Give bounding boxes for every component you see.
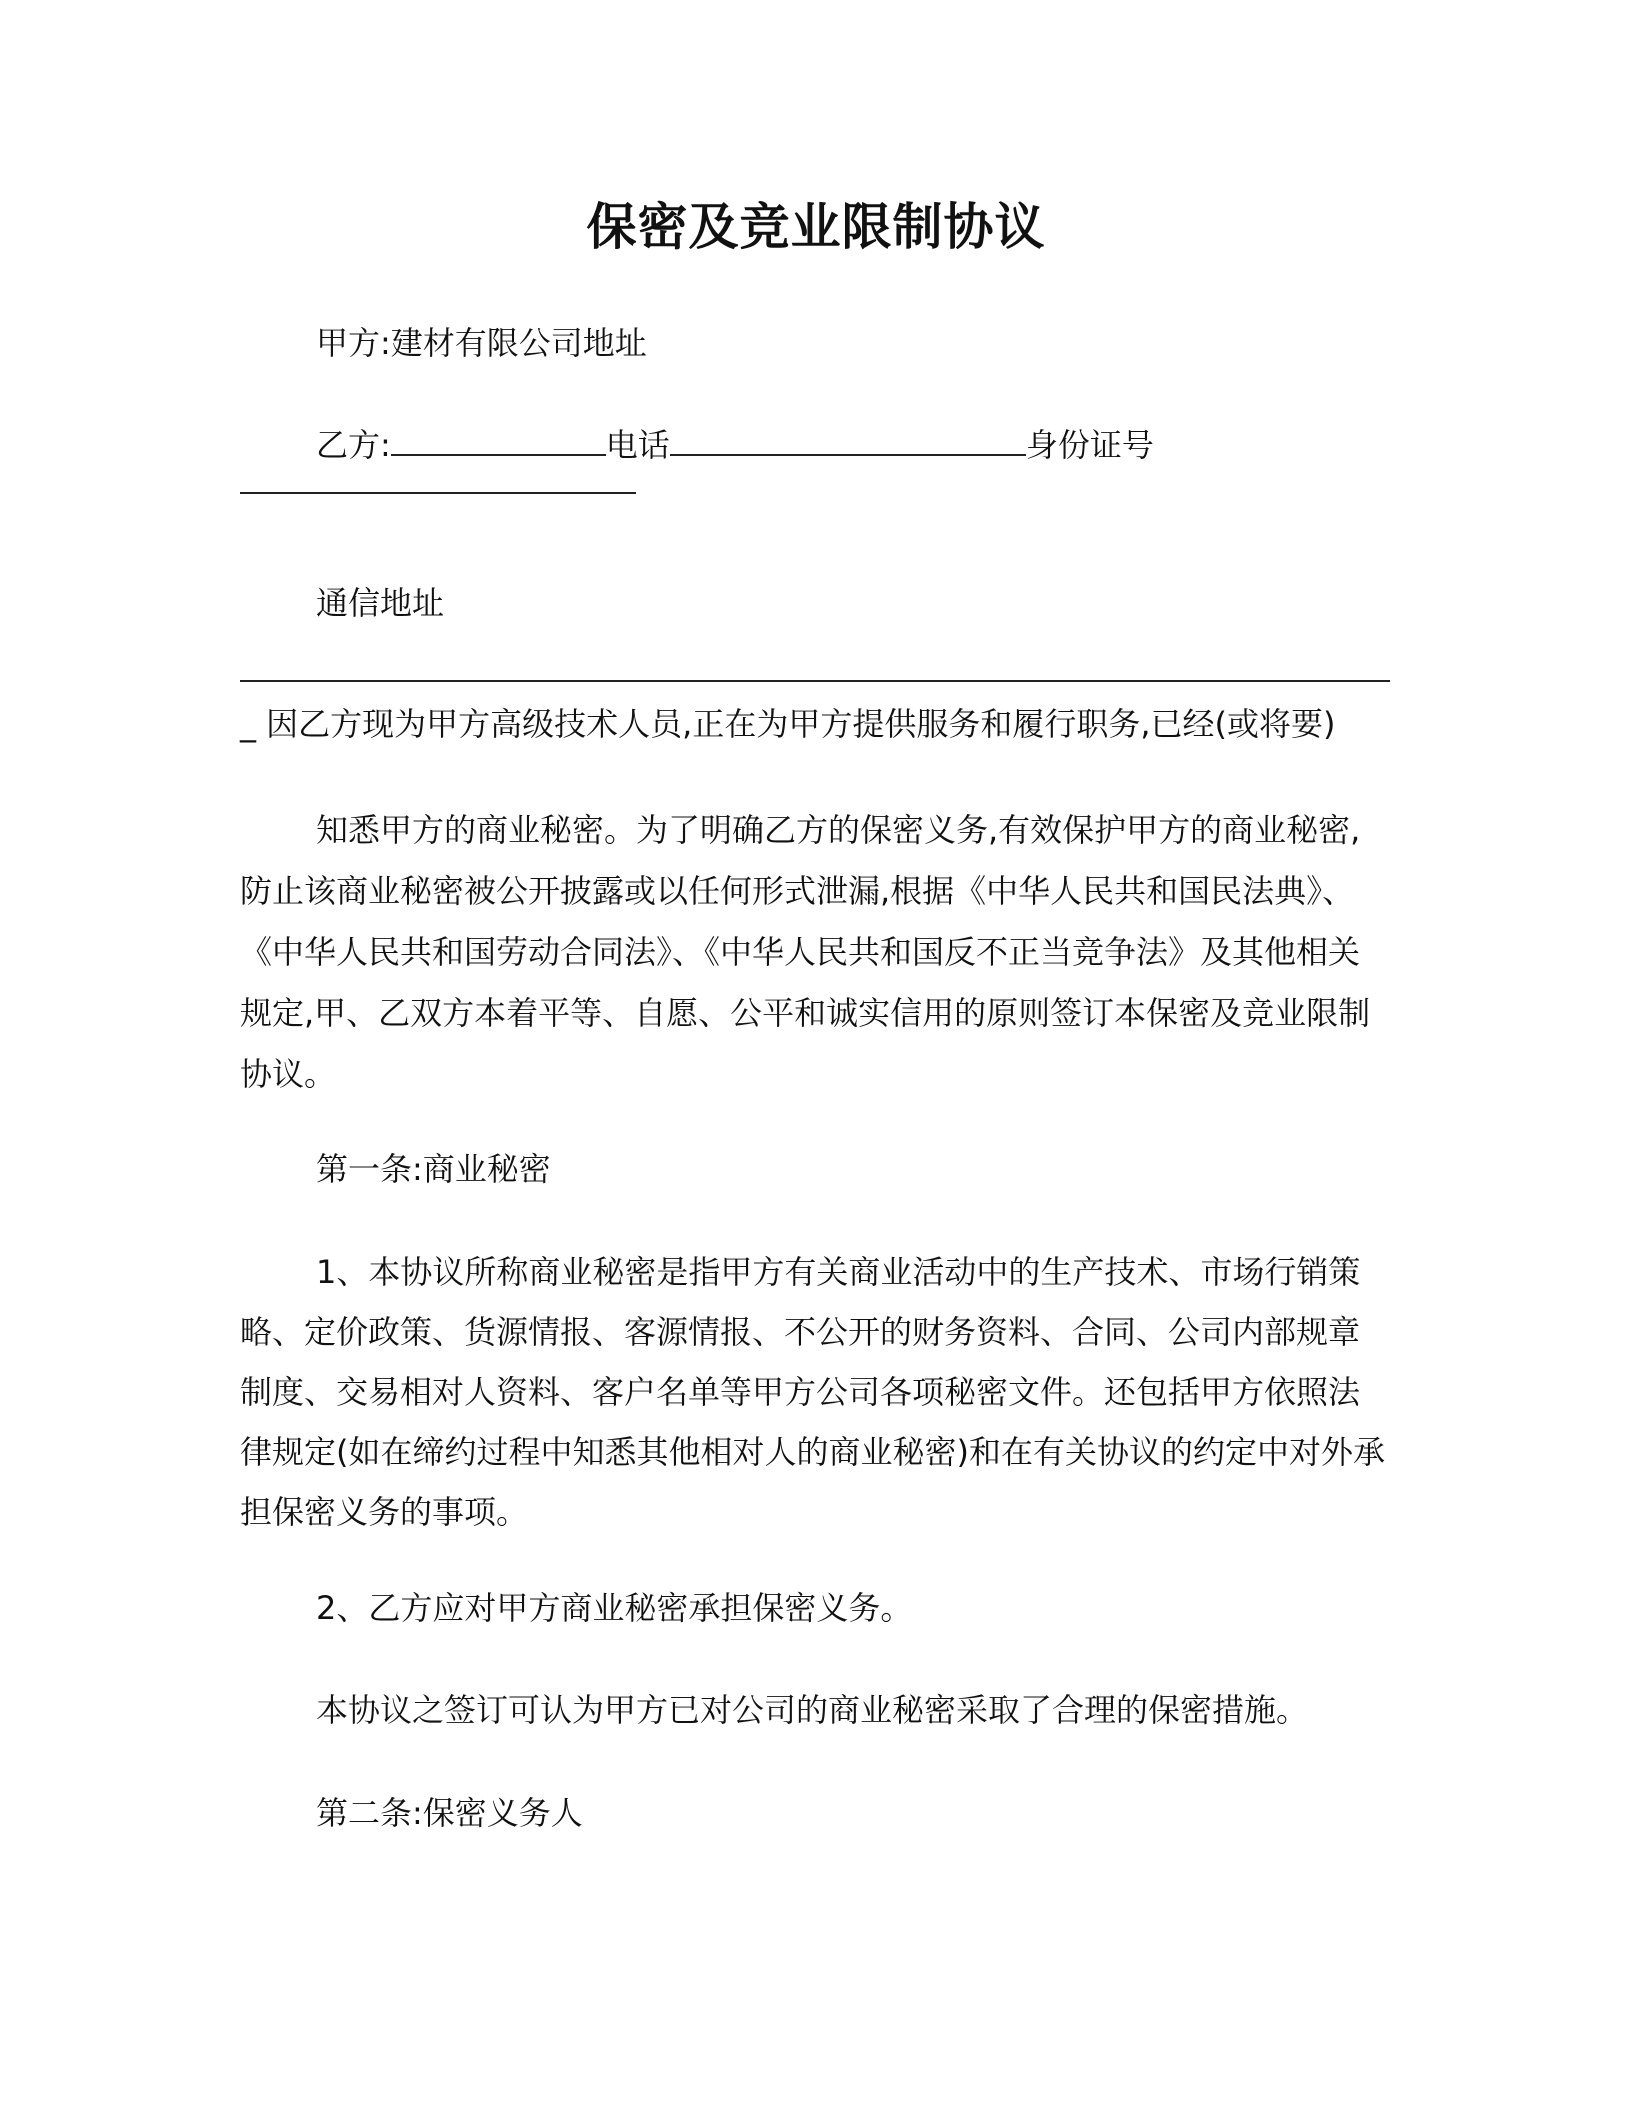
id-number-blank [240,492,636,494]
article-1-item-2: 2、乙方应对甲方商业秘密承担保密义务。 [316,1589,913,1627]
intro-paragraph: 知悉甲方的商业秘密。为了明确乙方的保密义务,有效保护甲方的商业秘密,防止该商业秘密被公开披露或以任何形式泄漏,根据《中华人民共和国民法典》、《中华人民共和国劳动合同法》、《中华人民共和国反不正当竞争法》及其他相关规定,甲、乙双方本着平等、自愿、公平和诚实信用的原则签订本保密及竞业限制协议。 [240,811,1371,1093]
party-a-line: 甲方:建材有限公司地址 [316,324,647,362]
address-blank [240,680,1390,682]
article-1-note: 本协议之签订可认为甲方已对公司的商业秘密采取了合理的保密措施。 [316,1691,1309,1729]
article-1-item-1: 1、本协议所称商业秘密是指甲方有关商业活动中的生产技术、市场行销策略、定价政策、货源情报、客源情报、不公开的财务资料、合同、公司内部规章制度、交易相对人资料、客户名单等甲方公司各项秘密文件。还包括甲方依照法律规定(如在缔约过程中知悉其他相对人的商业秘密)和在有关协议的约定中对外承担保密义务的事项。 [240,1253,1385,1531]
id-number-label: 身份证号 [1025,426,1154,464]
party-b-label: 乙方: [316,426,391,464]
document-title: 保密及竞业限制协议 [586,198,1046,256]
phone-blank [670,426,1026,456]
article-2-heading: 第二条:保密义务人 [316,1794,583,1832]
address-label: 通信地址 [316,584,445,622]
intro-first-line: _ 因乙方现为甲方高级技术人员,正在为甲方提供服务和履行职务,已经(或将要) [240,705,1336,743]
article-1-heading: 第一条:商业秘密 [316,1150,551,1188]
party-b-name-blank [391,426,606,456]
party-b-line [316,425,1154,465]
phone-label: 电话 [605,426,670,464]
